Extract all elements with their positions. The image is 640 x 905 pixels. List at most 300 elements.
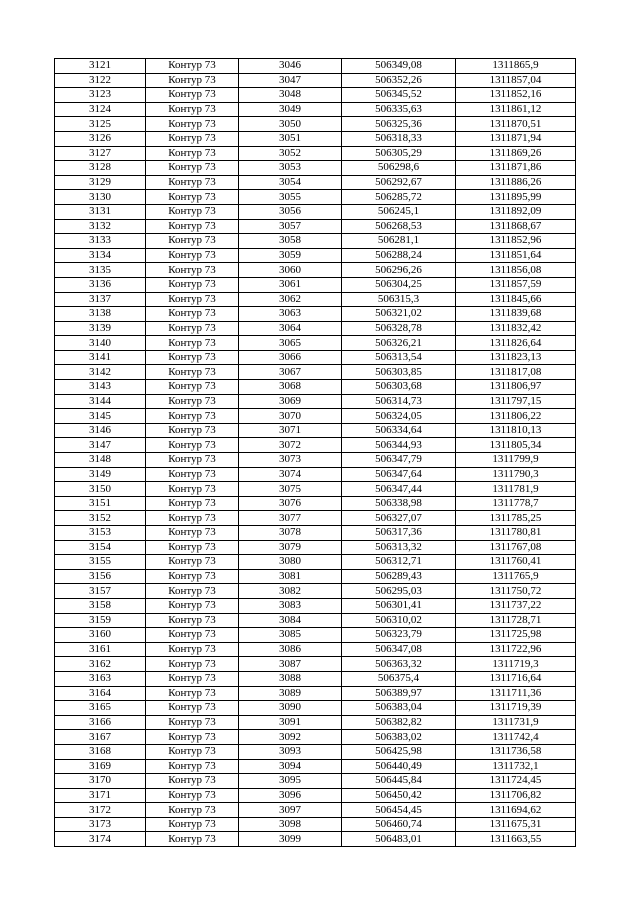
point-number-cell: 3158 xyxy=(55,598,146,613)
table-row xyxy=(55,73,576,88)
contour-name-cell: Контур 73 xyxy=(146,380,239,395)
point-number-cell: 3126 xyxy=(55,131,146,146)
point-number-cell: 3140 xyxy=(55,336,146,351)
y-coordinate-cell: 1311731,9 xyxy=(456,715,576,730)
vertex-number-cell: 3090 xyxy=(239,701,342,716)
vertex-number-cell: 3074 xyxy=(239,467,342,482)
vertex-number-cell: 3097 xyxy=(239,803,342,818)
point-number-cell: 3127 xyxy=(55,146,146,161)
point-number-cell: 3129 xyxy=(55,175,146,190)
x-coordinate-cell: 506375,4 xyxy=(342,671,456,686)
contour-name-cell: Контур 73 xyxy=(146,832,239,847)
point-number-cell: 3153 xyxy=(55,526,146,541)
point-number-cell: 3170 xyxy=(55,774,146,789)
y-coordinate-cell: 1311765,9 xyxy=(456,569,576,584)
contour-name-cell: Контур 73 xyxy=(146,759,239,774)
y-coordinate-cell: 1311832,42 xyxy=(456,321,576,336)
x-coordinate-cell: 506304,25 xyxy=(342,277,456,292)
vertex-number-cell: 3080 xyxy=(239,555,342,570)
table-row xyxy=(55,671,576,686)
contour-name-cell: Контур 73 xyxy=(146,788,239,803)
y-coordinate-cell: 1311826,64 xyxy=(456,336,576,351)
contour-name-cell: Контур 73 xyxy=(146,671,239,686)
contour-name-cell: Контур 73 xyxy=(146,701,239,716)
table-row xyxy=(55,190,576,205)
point-number-cell: 3145 xyxy=(55,409,146,424)
table-row xyxy=(55,598,576,613)
x-coordinate-cell: 506345,52 xyxy=(342,88,456,103)
y-coordinate-cell: 1311861,12 xyxy=(456,102,576,117)
y-coordinate-cell: 1311869,26 xyxy=(456,146,576,161)
table-row xyxy=(55,657,576,672)
coordinates-table-body xyxy=(55,59,576,847)
x-coordinate-cell: 506317,36 xyxy=(342,526,456,541)
x-coordinate-cell: 506298,6 xyxy=(342,161,456,176)
vertex-number-cell: 3049 xyxy=(239,102,342,117)
table-row xyxy=(55,336,576,351)
y-coordinate-cell: 1311732,1 xyxy=(456,759,576,774)
vertex-number-cell: 3060 xyxy=(239,263,342,278)
vertex-number-cell: 3071 xyxy=(239,423,342,438)
contour-name-cell: Контур 73 xyxy=(146,161,239,176)
contour-name-cell: Контур 73 xyxy=(146,336,239,351)
table-row xyxy=(55,701,576,716)
table-row xyxy=(55,277,576,292)
vertex-number-cell: 3059 xyxy=(239,248,342,263)
x-coordinate-cell: 506383,04 xyxy=(342,701,456,716)
y-coordinate-cell: 1311711,36 xyxy=(456,686,576,701)
point-number-cell: 3141 xyxy=(55,350,146,365)
vertex-number-cell: 3052 xyxy=(239,146,342,161)
x-coordinate-cell: 506450,42 xyxy=(342,788,456,803)
x-coordinate-cell: 506445,84 xyxy=(342,774,456,789)
contour-name-cell: Контур 73 xyxy=(146,190,239,205)
point-number-cell: 3135 xyxy=(55,263,146,278)
point-number-cell: 3138 xyxy=(55,307,146,322)
x-coordinate-cell: 506326,21 xyxy=(342,336,456,351)
vertex-number-cell: 3061 xyxy=(239,277,342,292)
y-coordinate-cell: 1311857,04 xyxy=(456,73,576,88)
x-coordinate-cell: 506349,08 xyxy=(342,59,456,74)
x-coordinate-cell: 506454,45 xyxy=(342,803,456,818)
vertex-number-cell: 3094 xyxy=(239,759,342,774)
table-row xyxy=(55,759,576,774)
y-coordinate-cell: 1311719,3 xyxy=(456,657,576,672)
point-number-cell: 3122 xyxy=(55,73,146,88)
table-row xyxy=(55,365,576,380)
point-number-cell: 3136 xyxy=(55,277,146,292)
point-number-cell: 3139 xyxy=(55,321,146,336)
contour-name-cell: Контур 73 xyxy=(146,774,239,789)
point-number-cell: 3165 xyxy=(55,701,146,716)
vertex-number-cell: 3079 xyxy=(239,540,342,555)
y-coordinate-cell: 1311823,13 xyxy=(456,350,576,365)
y-coordinate-cell: 1311871,94 xyxy=(456,131,576,146)
y-coordinate-cell: 1311716,64 xyxy=(456,671,576,686)
y-coordinate-cell: 1311675,31 xyxy=(456,817,576,832)
y-coordinate-cell: 1311778,7 xyxy=(456,496,576,511)
x-coordinate-cell: 506268,53 xyxy=(342,219,456,234)
y-coordinate-cell: 1311817,08 xyxy=(456,365,576,380)
point-number-cell: 3156 xyxy=(55,569,146,584)
table-row xyxy=(55,555,576,570)
vertex-number-cell: 3069 xyxy=(239,394,342,409)
table-row xyxy=(55,715,576,730)
y-coordinate-cell: 1311806,97 xyxy=(456,380,576,395)
x-coordinate-cell: 506382,82 xyxy=(342,715,456,730)
vertex-number-cell: 3058 xyxy=(239,234,342,249)
vertex-number-cell: 3085 xyxy=(239,628,342,643)
x-coordinate-cell: 506347,64 xyxy=(342,467,456,482)
x-coordinate-cell: 506296,26 xyxy=(342,263,456,278)
table-row xyxy=(55,321,576,336)
table-row xyxy=(55,569,576,584)
x-coordinate-cell: 506328,78 xyxy=(342,321,456,336)
point-number-cell: 3147 xyxy=(55,438,146,453)
y-coordinate-cell: 1311806,22 xyxy=(456,409,576,424)
vertex-number-cell: 3067 xyxy=(239,365,342,380)
table-row xyxy=(55,613,576,628)
table-row xyxy=(55,744,576,759)
vertex-number-cell: 3092 xyxy=(239,730,342,745)
x-coordinate-cell: 506352,26 xyxy=(342,73,456,88)
x-coordinate-cell: 506301,41 xyxy=(342,598,456,613)
vertex-number-cell: 3098 xyxy=(239,817,342,832)
contour-name-cell: Контур 73 xyxy=(146,803,239,818)
contour-name-cell: Контур 73 xyxy=(146,88,239,103)
point-number-cell: 3167 xyxy=(55,730,146,745)
y-coordinate-cell: 1311868,67 xyxy=(456,219,576,234)
x-coordinate-cell: 506383,02 xyxy=(342,730,456,745)
x-coordinate-cell: 506425,98 xyxy=(342,744,456,759)
y-coordinate-cell: 1311719,39 xyxy=(456,701,576,716)
point-number-cell: 3131 xyxy=(55,204,146,219)
point-number-cell: 3123 xyxy=(55,88,146,103)
contour-name-cell: Контур 73 xyxy=(146,438,239,453)
contour-name-cell: Контур 73 xyxy=(146,526,239,541)
contour-name-cell: Контур 73 xyxy=(146,628,239,643)
vertex-number-cell: 3057 xyxy=(239,219,342,234)
table-row xyxy=(55,175,576,190)
point-number-cell: 3168 xyxy=(55,744,146,759)
table-row xyxy=(55,438,576,453)
x-coordinate-cell: 506303,68 xyxy=(342,380,456,395)
x-coordinate-cell: 506321,02 xyxy=(342,307,456,322)
vertex-number-cell: 3070 xyxy=(239,409,342,424)
x-coordinate-cell: 506295,03 xyxy=(342,584,456,599)
table-row xyxy=(55,642,576,657)
contour-name-cell: Контур 73 xyxy=(146,817,239,832)
y-coordinate-cell: 1311694,62 xyxy=(456,803,576,818)
contour-name-cell: Контур 73 xyxy=(146,657,239,672)
y-coordinate-cell: 1311797,15 xyxy=(456,394,576,409)
contour-name-cell: Контур 73 xyxy=(146,744,239,759)
point-number-cell: 3146 xyxy=(55,423,146,438)
point-number-cell: 3173 xyxy=(55,817,146,832)
point-number-cell: 3134 xyxy=(55,248,146,263)
contour-name-cell: Контур 73 xyxy=(146,219,239,234)
x-coordinate-cell: 506347,44 xyxy=(342,482,456,497)
x-coordinate-cell: 506324,05 xyxy=(342,409,456,424)
point-number-cell: 3155 xyxy=(55,555,146,570)
x-coordinate-cell: 506310,02 xyxy=(342,613,456,628)
point-number-cell: 3171 xyxy=(55,788,146,803)
vertex-number-cell: 3081 xyxy=(239,569,342,584)
contour-name-cell: Контур 73 xyxy=(146,277,239,292)
table-row xyxy=(55,204,576,219)
y-coordinate-cell: 1311810,13 xyxy=(456,423,576,438)
vertex-number-cell: 3064 xyxy=(239,321,342,336)
table-row xyxy=(55,248,576,263)
table-row xyxy=(55,526,576,541)
table-row xyxy=(55,263,576,278)
contour-name-cell: Контур 73 xyxy=(146,555,239,570)
table-row xyxy=(55,803,576,818)
point-number-cell: 3151 xyxy=(55,496,146,511)
y-coordinate-cell: 1311722,96 xyxy=(456,642,576,657)
x-coordinate-cell: 506389,97 xyxy=(342,686,456,701)
x-coordinate-cell: 506245,1 xyxy=(342,204,456,219)
contour-name-cell: Контур 73 xyxy=(146,263,239,278)
point-number-cell: 3172 xyxy=(55,803,146,818)
x-coordinate-cell: 506327,07 xyxy=(342,511,456,526)
y-coordinate-cell: 1311895,99 xyxy=(456,190,576,205)
table-row xyxy=(55,161,576,176)
y-coordinate-cell: 1311785,25 xyxy=(456,511,576,526)
contour-name-cell: Контур 73 xyxy=(146,307,239,322)
coordinates-table xyxy=(54,58,576,847)
y-coordinate-cell: 1311851,64 xyxy=(456,248,576,263)
x-coordinate-cell: 506335,63 xyxy=(342,102,456,117)
table-row xyxy=(55,832,576,847)
vertex-number-cell: 3083 xyxy=(239,598,342,613)
contour-name-cell: Контур 73 xyxy=(146,686,239,701)
point-number-cell: 3159 xyxy=(55,613,146,628)
table-row xyxy=(55,628,576,643)
contour-name-cell: Контур 73 xyxy=(146,423,239,438)
table-row xyxy=(55,219,576,234)
contour-name-cell: Контур 73 xyxy=(146,321,239,336)
x-coordinate-cell: 506313,54 xyxy=(342,350,456,365)
x-coordinate-cell: 506292,67 xyxy=(342,175,456,190)
point-number-cell: 3150 xyxy=(55,482,146,497)
x-coordinate-cell: 506312,71 xyxy=(342,555,456,570)
contour-name-cell: Контур 73 xyxy=(146,175,239,190)
vertex-number-cell: 3053 xyxy=(239,161,342,176)
vertex-number-cell: 3047 xyxy=(239,73,342,88)
point-number-cell: 3160 xyxy=(55,628,146,643)
contour-name-cell: Контур 73 xyxy=(146,584,239,599)
x-coordinate-cell: 506288,24 xyxy=(342,248,456,263)
table-row xyxy=(55,423,576,438)
x-coordinate-cell: 506313,32 xyxy=(342,540,456,555)
table-row xyxy=(55,59,576,74)
y-coordinate-cell: 1311790,3 xyxy=(456,467,576,482)
y-coordinate-cell: 1311871,86 xyxy=(456,161,576,176)
table-row xyxy=(55,584,576,599)
point-number-cell: 3164 xyxy=(55,686,146,701)
x-coordinate-cell: 506363,32 xyxy=(342,657,456,672)
contour-name-cell: Контур 73 xyxy=(146,613,239,628)
table-row xyxy=(55,380,576,395)
point-number-cell: 3130 xyxy=(55,190,146,205)
y-coordinate-cell: 1311736,58 xyxy=(456,744,576,759)
y-coordinate-cell: 1311728,71 xyxy=(456,613,576,628)
table-row xyxy=(55,409,576,424)
point-number-cell: 3163 xyxy=(55,671,146,686)
y-coordinate-cell: 1311737,22 xyxy=(456,598,576,613)
table-row xyxy=(55,788,576,803)
y-coordinate-cell: 1311839,68 xyxy=(456,307,576,322)
contour-name-cell: Контур 73 xyxy=(146,73,239,88)
contour-name-cell: Контур 73 xyxy=(146,350,239,365)
x-coordinate-cell: 506281,1 xyxy=(342,234,456,249)
vertex-number-cell: 3099 xyxy=(239,832,342,847)
y-coordinate-cell: 1311865,9 xyxy=(456,59,576,74)
y-coordinate-cell: 1311663,55 xyxy=(456,832,576,847)
vertex-number-cell: 3063 xyxy=(239,307,342,322)
vertex-number-cell: 3075 xyxy=(239,482,342,497)
vertex-number-cell: 3096 xyxy=(239,788,342,803)
contour-name-cell: Контур 73 xyxy=(146,102,239,117)
vertex-number-cell: 3048 xyxy=(239,88,342,103)
table-row xyxy=(55,540,576,555)
point-number-cell: 3121 xyxy=(55,59,146,74)
table-row xyxy=(55,774,576,789)
x-coordinate-cell: 506334,64 xyxy=(342,423,456,438)
contour-name-cell: Контур 73 xyxy=(146,642,239,657)
y-coordinate-cell: 1311852,96 xyxy=(456,234,576,249)
vertex-number-cell: 3082 xyxy=(239,584,342,599)
vertex-number-cell: 3095 xyxy=(239,774,342,789)
vertex-number-cell: 3066 xyxy=(239,350,342,365)
point-number-cell: 3128 xyxy=(55,161,146,176)
point-number-cell: 3124 xyxy=(55,102,146,117)
table-row xyxy=(55,496,576,511)
table-row xyxy=(55,453,576,468)
vertex-number-cell: 3088 xyxy=(239,671,342,686)
table-row xyxy=(55,117,576,132)
x-coordinate-cell: 506483,01 xyxy=(342,832,456,847)
x-coordinate-cell: 506305,29 xyxy=(342,146,456,161)
x-coordinate-cell: 506440,49 xyxy=(342,759,456,774)
y-coordinate-cell: 1311799,9 xyxy=(456,453,576,468)
contour-name-cell: Контур 73 xyxy=(146,715,239,730)
table-row xyxy=(55,511,576,526)
contour-name-cell: Контур 73 xyxy=(146,117,239,132)
point-number-cell: 3149 xyxy=(55,467,146,482)
vertex-number-cell: 3086 xyxy=(239,642,342,657)
vertex-number-cell: 3091 xyxy=(239,715,342,730)
table-row xyxy=(55,234,576,249)
vertex-number-cell: 3073 xyxy=(239,453,342,468)
vertex-number-cell: 3077 xyxy=(239,511,342,526)
y-coordinate-cell: 1311750,72 xyxy=(456,584,576,599)
y-coordinate-cell: 1311724,45 xyxy=(456,774,576,789)
contour-name-cell: Контур 73 xyxy=(146,131,239,146)
contour-name-cell: Контур 73 xyxy=(146,482,239,497)
x-coordinate-cell: 506325,36 xyxy=(342,117,456,132)
table-row xyxy=(55,131,576,146)
table-row xyxy=(55,102,576,117)
contour-name-cell: Контур 73 xyxy=(146,146,239,161)
y-coordinate-cell: 1311780,81 xyxy=(456,526,576,541)
y-coordinate-cell: 1311767,08 xyxy=(456,540,576,555)
table-row xyxy=(55,482,576,497)
vertex-number-cell: 3084 xyxy=(239,613,342,628)
y-coordinate-cell: 1311805,34 xyxy=(456,438,576,453)
table-row xyxy=(55,394,576,409)
point-number-cell: 3162 xyxy=(55,657,146,672)
x-coordinate-cell: 506347,08 xyxy=(342,642,456,657)
vertex-number-cell: 3055 xyxy=(239,190,342,205)
y-coordinate-cell: 1311856,08 xyxy=(456,263,576,278)
y-coordinate-cell: 1311742,4 xyxy=(456,730,576,745)
y-coordinate-cell: 1311886,26 xyxy=(456,175,576,190)
contour-name-cell: Контур 73 xyxy=(146,496,239,511)
contour-name-cell: Контур 73 xyxy=(146,292,239,307)
table-row xyxy=(55,146,576,161)
contour-name-cell: Контур 73 xyxy=(146,467,239,482)
vertex-number-cell: 3089 xyxy=(239,686,342,701)
vertex-number-cell: 3050 xyxy=(239,117,342,132)
y-coordinate-cell: 1311725,98 xyxy=(456,628,576,643)
y-coordinate-cell: 1311706,82 xyxy=(456,788,576,803)
contour-name-cell: Контур 73 xyxy=(146,234,239,249)
point-number-cell: 3132 xyxy=(55,219,146,234)
point-number-cell: 3142 xyxy=(55,365,146,380)
point-number-cell: 3157 xyxy=(55,584,146,599)
x-coordinate-cell: 506318,33 xyxy=(342,131,456,146)
vertex-number-cell: 3051 xyxy=(239,131,342,146)
y-coordinate-cell: 1311852,16 xyxy=(456,88,576,103)
vertex-number-cell: 3054 xyxy=(239,175,342,190)
table-row xyxy=(55,350,576,365)
contour-name-cell: Контур 73 xyxy=(146,453,239,468)
contour-name-cell: Контур 73 xyxy=(146,204,239,219)
y-coordinate-cell: 1311857,59 xyxy=(456,277,576,292)
vertex-number-cell: 3076 xyxy=(239,496,342,511)
table-row xyxy=(55,292,576,307)
point-number-cell: 3148 xyxy=(55,453,146,468)
contour-name-cell: Контур 73 xyxy=(146,365,239,380)
vertex-number-cell: 3046 xyxy=(239,59,342,74)
x-coordinate-cell: 506314,73 xyxy=(342,394,456,409)
table-row xyxy=(55,307,576,322)
point-number-cell: 3166 xyxy=(55,715,146,730)
y-coordinate-cell: 1311760,41 xyxy=(456,555,576,570)
point-number-cell: 3144 xyxy=(55,394,146,409)
x-coordinate-cell: 506315,3 xyxy=(342,292,456,307)
contour-name-cell: Контур 73 xyxy=(146,59,239,74)
vertex-number-cell: 3087 xyxy=(239,657,342,672)
point-number-cell: 3154 xyxy=(55,540,146,555)
x-coordinate-cell: 506460,74 xyxy=(342,817,456,832)
point-number-cell: 3169 xyxy=(55,759,146,774)
y-coordinate-cell: 1311781,9 xyxy=(456,482,576,497)
x-coordinate-cell: 506285,72 xyxy=(342,190,456,205)
table-row xyxy=(55,88,576,103)
x-coordinate-cell: 506344,93 xyxy=(342,438,456,453)
point-number-cell: 3137 xyxy=(55,292,146,307)
point-number-cell: 3161 xyxy=(55,642,146,657)
point-number-cell: 3133 xyxy=(55,234,146,249)
y-coordinate-cell: 1311870,51 xyxy=(456,117,576,132)
vertex-number-cell: 3093 xyxy=(239,744,342,759)
point-number-cell: 3125 xyxy=(55,117,146,132)
x-coordinate-cell: 506323,79 xyxy=(342,628,456,643)
contour-name-cell: Контур 73 xyxy=(146,248,239,263)
